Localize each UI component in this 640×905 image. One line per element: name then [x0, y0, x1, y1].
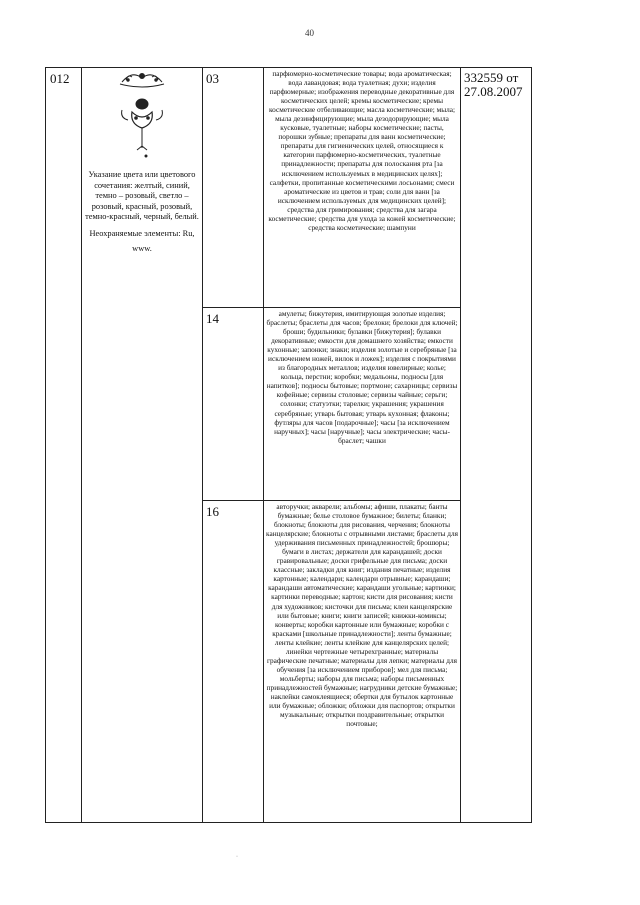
- registration-date: 27.08.2007: [464, 84, 523, 99]
- goods-list: амулеты; бижутерия, имитирующая золотые изделия; браслеты; браслеты для часов; брелоки; брелоки для ключей; броши; будильники; булавки [бижутерия]; булавки декоративные; емкости для домашнего хозяйства; емкости кухонные; запонки; знаки; изделия золотые и серебряные [за исключением ножей, вилок и ложек]; изделия с покрытиями из благородных металлов; изделия ювелирные; колье; кольца, перстни; коробки; медальоны, подносы [для напитков]; подносы бытовые; портмоне; сахарницы; сервизы кофейные; сервизы столовые; сервизы чайные; серьги; солонки; статуэтки; тарелки; украшения; украшения серебряные; утварь бытовая; утварь кухонная; флаконы; футляры для часов [подарочные]; часы [за исключением наручных]; часы [наручные]; часы электрические; часы-браслет; чашки: [264, 308, 461, 501]
- scan-mark: ·: [236, 854, 238, 860]
- registration-number: 332559 от: [464, 70, 519, 85]
- class-code: 16: [203, 501, 264, 823]
- site-text: www.: [132, 243, 152, 253]
- trademark-cell: [82, 68, 203, 823]
- goods-list: парфюмерно-косметические товары; вода ароматическая; вода лавандовая; вода туалетная; духи; изделия парфюмерные; изображения переводные декоративные для косметических целей; кремы косметические; кремы косметические отбеливающие; масла косметические; мыла; мыла дезинфицирующие; мыла дезодорирующие; мыла кусковые, туалетные; наборы косметические; пасты, порошки зубные; препараты для ванн косметические; препараты для гигиенических целей, относящиеся к категории парфюмерно-косметических, туалетные принадлежности; препараты для полоскания рта [за исключением используемых в медицинских целях]; салфетки, пропитанные косметическими лосьонами; смеси ароматические из цветов и трав; соли для ванн [за исключением используемых для медицинских целей]; средства для гримирования; средства для загара косметические; средства для ухода за кожей косметические; средства косметические; шампуни: [264, 68, 461, 308]
- trademark-logo-image: [82, 68, 203, 168]
- row-number: 012: [46, 68, 82, 823]
- goods-list: авторучки; акварели; альбомы; афиши, плакаты; банты бумажные; белье столовое бумажное; билеты; бланки; блокноты; блокноты для рисования, черчения; блокноты канцелярские; блокноты с отрывными листами; браслеты для удерживания письменных принадлежностей; брошюры; бумаги в листах; держатели для карандашей; доски гравировальные; доски грифельные для письма; доски классные; закладки для книг; издания печатные; изделия картонные; календари; календари отрывные; карандаши; карандаши автоматические; карандаши угольные; картинки; картинки переводные; картон; кисти для рисования; кисти для художников; кисточки для письма; клеи канцелярские или бытовые; книги; книги записей; книжки-комиксы; конверты; коробки картонные или бумажные; коробки с красками [школьные принадлежности]; ленты бумажные; ленты клейкие; ленты клейкие для канцелярских целей; линейки чертежные четырехгранные; материалы графические печатные; материалы для лепки; материалы для обучения [за исключением приборов]; мел для письма; мольберты; наборы для письма; наборы письменных принадлежностей бумажные; нагрудники детские бумажные; наклейки самоклеящиеся; обертки для бутылок картонные или бумажные; обложки; обложки для паспортов; открытки музыкальные; открытки поздравительные; открытки почтовые;: [264, 501, 461, 823]
- registry-table: [45, 67, 532, 823]
- class-code: 14: [203, 308, 264, 501]
- page-number: 40: [305, 28, 314, 38]
- registration-cell: [461, 68, 532, 823]
- color-description: Указание цвета или цветового сочетания: желтый, синий, темно – розовый, светло – розовый, красный, розовый, темно-красный, черный, белый.: [85, 170, 199, 222]
- class-code: 03: [203, 68, 264, 308]
- unprotected-elements: Неохраняемые элементы: Ru,: [89, 228, 195, 238]
- table-row: [46, 68, 532, 308]
